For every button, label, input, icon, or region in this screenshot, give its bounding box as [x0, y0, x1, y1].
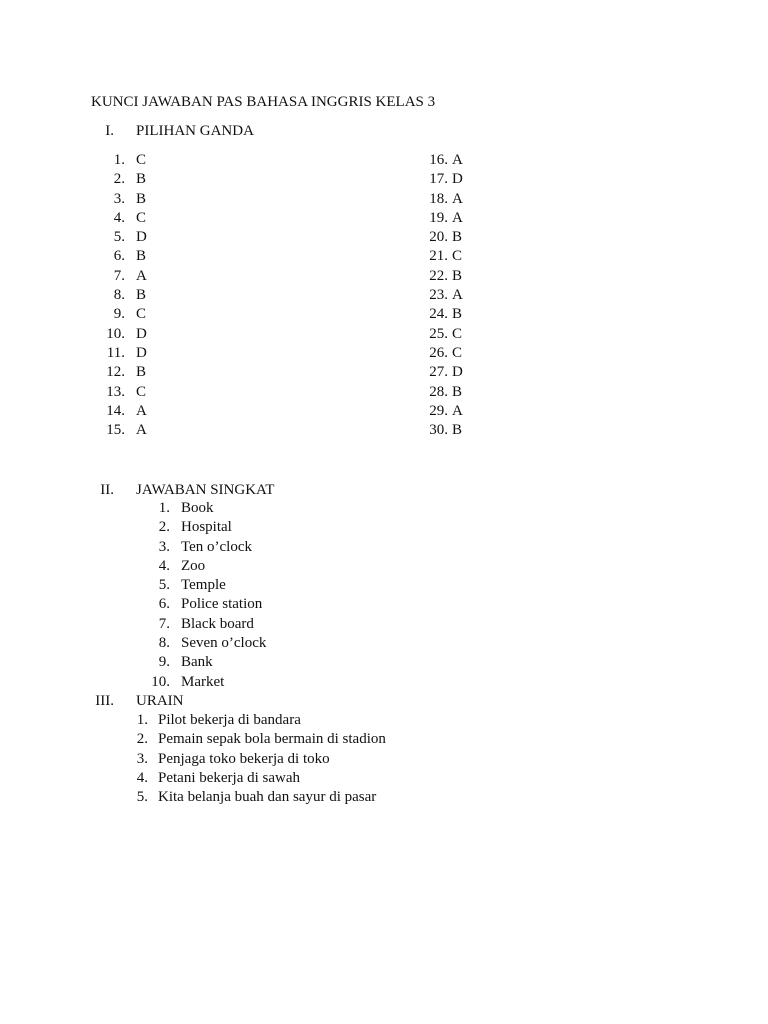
list-text: Book: [181, 500, 214, 516]
section-numeral: II.: [100, 482, 114, 498]
list-text: Zoo: [181, 557, 206, 574]
answer-item: [104, 151, 224, 170]
list-number: 7.: [158, 615, 170, 632]
answer-item: [418, 190, 538, 209]
list-number: 8.: [158, 635, 170, 652]
answer-number: 20.: [429, 229, 448, 246]
list-item: [126, 711, 446, 730]
list-text: Kita belanja buah dan sayur di pasar: [158, 789, 377, 806]
answer-item: [104, 170, 224, 189]
answer-number: 17.: [429, 171, 448, 188]
answer-number: 1.: [113, 152, 125, 168]
list-item: [148, 557, 408, 576]
list-text: Pilot bekerja di bandara: [158, 712, 301, 728]
answer-letter: C: [452, 248, 463, 265]
answer-item: [104, 286, 224, 305]
list-text: Petani bekerja di sawah: [158, 769, 301, 786]
list-number: 1.: [136, 712, 148, 728]
answer-letter: D: [136, 229, 147, 246]
section-heading: JAWABAN SINGKAT: [136, 482, 275, 498]
list-text: Market: [181, 673, 225, 690]
list-number: 5.: [136, 789, 148, 806]
list-text: Seven o’clock: [181, 635, 267, 652]
answer-letter: C: [452, 344, 463, 361]
list-text: Penjaga toko bekerja di toko: [158, 750, 330, 767]
answer-number: 22.: [429, 267, 448, 284]
answer-item: [418, 305, 538, 324]
answer-item: [104, 267, 224, 286]
answer-number: 30.: [429, 422, 448, 439]
list-item: [148, 634, 408, 653]
essay-answer-list: [126, 711, 446, 807]
list-item: [148, 499, 408, 518]
answer-number: 14.: [106, 402, 125, 419]
list-text: Temple: [181, 577, 226, 594]
answer-number: 9.: [113, 306, 125, 323]
answer-item: [104, 305, 224, 324]
section-heading: PILIHAN GANDA: [136, 123, 254, 139]
answer-item: [104, 325, 224, 344]
list-number: 4.: [136, 769, 148, 786]
answer-letter: A: [452, 152, 463, 168]
section-heading: URAIN: [136, 693, 184, 709]
answer-letter: C: [452, 325, 463, 342]
list-number: 5.: [158, 577, 170, 594]
answer-item: [104, 209, 224, 228]
answer-letter: B: [136, 287, 147, 304]
answer-item: [104, 228, 224, 247]
answer-number: 29.: [429, 402, 448, 419]
list-text: Police station: [181, 596, 263, 613]
answer-number: 12.: [106, 364, 125, 381]
list-item: [148, 538, 408, 557]
answer-item: [104, 363, 224, 382]
answer-number: 13.: [106, 383, 125, 400]
list-number: 10.: [151, 673, 170, 690]
answer-item: [418, 344, 538, 363]
answer-item: [104, 247, 224, 266]
answer-letter: C: [136, 152, 147, 168]
list-item: [148, 653, 408, 672]
list-item: [148, 615, 408, 634]
answer-letter: B: [136, 190, 147, 207]
answer-number: 16.: [429, 152, 448, 168]
answer-item: [104, 383, 224, 402]
answer-letter: A: [136, 267, 147, 284]
list-number: 4.: [158, 557, 170, 574]
answer-letter: B: [452, 229, 463, 246]
list-item: [126, 769, 446, 788]
answer-item: [418, 228, 538, 247]
section-numeral: III.: [95, 693, 114, 709]
answer-number: 25.: [429, 325, 448, 342]
list-item: [126, 730, 446, 749]
answer-letter: A: [136, 402, 147, 419]
answer-item: [418, 402, 538, 421]
answer-letter: A: [452, 209, 463, 226]
list-number: 3.: [158, 538, 170, 555]
answer-number: 26.: [429, 344, 448, 361]
answer-item: [104, 344, 224, 363]
answer-number: 4.: [113, 209, 125, 226]
list-text: Black board: [181, 615, 254, 632]
answer-number: 28.: [429, 383, 448, 400]
answer-letter: B: [136, 364, 147, 381]
list-number: 2.: [136, 731, 148, 748]
answer-letter: D: [136, 344, 147, 361]
answer-number: 23.: [429, 287, 448, 304]
answer-item: [418, 170, 538, 189]
answer-number: 18.: [429, 190, 448, 207]
list-item: [126, 750, 446, 769]
list-item: [148, 518, 408, 537]
answer-letter: C: [136, 306, 147, 323]
answer-letter: A: [136, 422, 147, 439]
answer-number: 7.: [113, 267, 125, 284]
answer-letter: D: [452, 364, 463, 381]
answer-letter: A: [452, 402, 463, 419]
answer-column-left: [104, 151, 224, 440]
answer-letter: C: [136, 383, 147, 400]
answer-number: 27.: [429, 364, 448, 381]
answer-letter: D: [136, 325, 147, 342]
answer-letter: A: [452, 287, 463, 304]
answer-letter: B: [136, 248, 147, 265]
section-numeral: I.: [105, 123, 114, 139]
answer-item: [418, 286, 538, 305]
list-number: 1.: [158, 500, 170, 516]
answer-number: 11.: [106, 344, 125, 361]
list-item: [148, 673, 408, 692]
answer-letter: B: [136, 171, 147, 188]
answer-letter: B: [452, 306, 463, 323]
answer-item: [104, 402, 224, 421]
answer-letter: A: [452, 190, 463, 207]
answer-item: [418, 151, 538, 170]
document-title: KUNCI JAWABAN PAS BAHASA INGGRIS KELAS 3: [91, 94, 436, 110]
list-text: Pemain sepak bola bermain di stadion: [158, 731, 386, 748]
answer-number: 2.: [113, 171, 125, 188]
list-number: 9.: [158, 654, 170, 671]
list-item: [126, 788, 446, 807]
answer-letter: B: [452, 267, 463, 284]
list-item: [148, 576, 408, 595]
answer-number: 21.: [429, 248, 448, 265]
answer-number: 24.: [429, 306, 448, 323]
answer-column-right: [418, 151, 538, 440]
answer-item: [418, 363, 538, 382]
answer-item: [418, 267, 538, 286]
answer-number: 19.: [429, 209, 448, 226]
answer-item: [104, 190, 224, 209]
answer-number: 10.: [106, 325, 125, 342]
list-number: 2.: [158, 519, 170, 536]
list-item: [148, 595, 408, 614]
list-text: Bank: [181, 654, 213, 671]
answer-letter: B: [452, 422, 463, 439]
short-answer-list: [148, 499, 408, 692]
answer-number: 6.: [113, 248, 125, 265]
list-text: Ten o’clock: [181, 538, 253, 555]
answer-letter: D: [452, 171, 463, 188]
list-text: Hospital: [181, 519, 232, 536]
list-number: 3.: [136, 750, 148, 767]
answer-letter: C: [136, 209, 147, 226]
answer-item: [418, 421, 538, 440]
answer-item: [418, 247, 538, 266]
answer-item: [104, 421, 224, 440]
answer-number: 15.: [106, 422, 125, 439]
answer-item: [418, 383, 538, 402]
answer-item: [418, 209, 538, 228]
list-number: 6.: [158, 596, 170, 613]
answer-number: 8.: [113, 287, 125, 304]
answer-letter: B: [452, 383, 463, 400]
answer-number: 3.: [113, 190, 125, 207]
answer-number: 5.: [113, 229, 125, 246]
answer-item: [418, 325, 538, 344]
